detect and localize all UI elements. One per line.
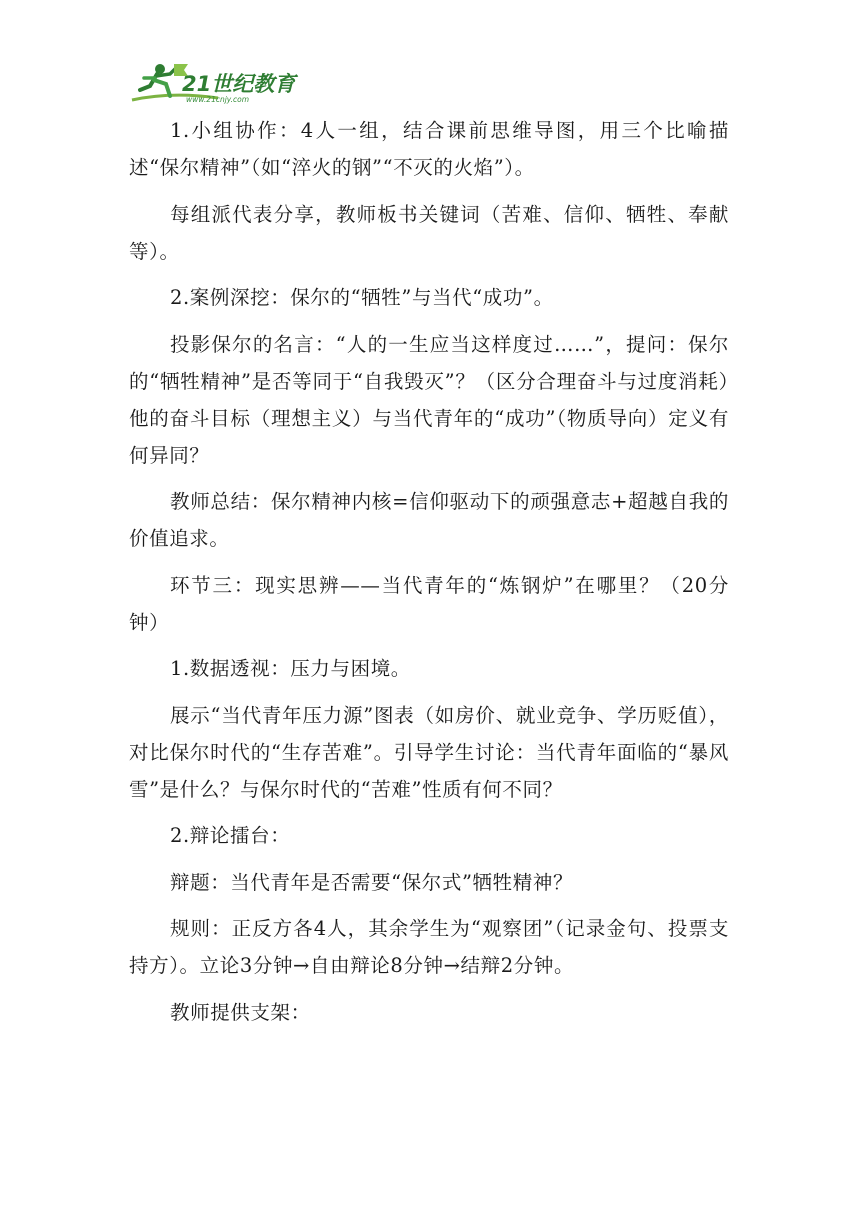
- paragraph-pressure-chart: 展示“当代青年压力源”图表（如房价、就业竞争、学历贬值），对比保尔时代的“生存苦难”。引导学生讨论：当代青年面临的“暴风雪”是什么？与保尔时代的“苦难”性质有何不同？: [129, 703, 729, 801]
- runner-logo-icon: [130, 60, 300, 106]
- paragraph-case-study-heading: 2.案例深挖：保尔的“牺牲”与当代“成功”。: [170, 286, 554, 309]
- paragraph-teacher-summary: 教师总结：保尔精神内核=信仰驱动下的顽强意志+超越自我的价值追求。: [129, 490, 729, 550]
- paragraph-quote-question: 投影保尔的名言：“人的一生应当这样度过……”，提问：保尔的“牺牲精神”是否等同于“自我毁灭”？（区分合理奋斗与过度消耗）他的奋斗目标（理想主义）与当代青年的“成功”（物质导向）定义有何异同？: [129, 332, 729, 467]
- document-body: [129, 112, 729, 1040]
- paragraph-group-collab: 1.小组协作：4人一组，结合课前思维导图，用三个比喻描述“保尔精神”（如“淬火的钢”“不灭的火焰”）。: [129, 119, 729, 179]
- paragraph-section-three-heading: 环节三：现实思辨——当代青年的“炼钢炉”在哪里？（20分钟）: [129, 573, 729, 634]
- paragraph-teacher-scaffold: 教师提供支架：: [170, 1000, 311, 1024]
- site-logo: [130, 60, 300, 106]
- logo-text: 21世纪教育: [182, 72, 296, 96]
- paragraph-debate-rules: 规则：正反方各4人，其余学生为“观察团”（记录金句、投票支持方）。立论3分钟→自由辩论8分钟→结辩2分钟。: [129, 917, 729, 977]
- logo-url-text: www.21cnjy.com: [186, 95, 250, 104]
- paragraph-debate-topic: 辩题：当代青年是否需要“保尔式”牺牲精神？: [170, 870, 574, 894]
- paragraph-data-insight-heading: 1.数据透视：压力与困境。: [170, 657, 411, 680]
- paragraph-group-share: 每组派代表分享，教师板书关键词（苦难、信仰、牺牲、奉献等）。: [129, 202, 729, 263]
- paragraph-debate-heading: 2.辩论擂台：: [170, 824, 291, 847]
